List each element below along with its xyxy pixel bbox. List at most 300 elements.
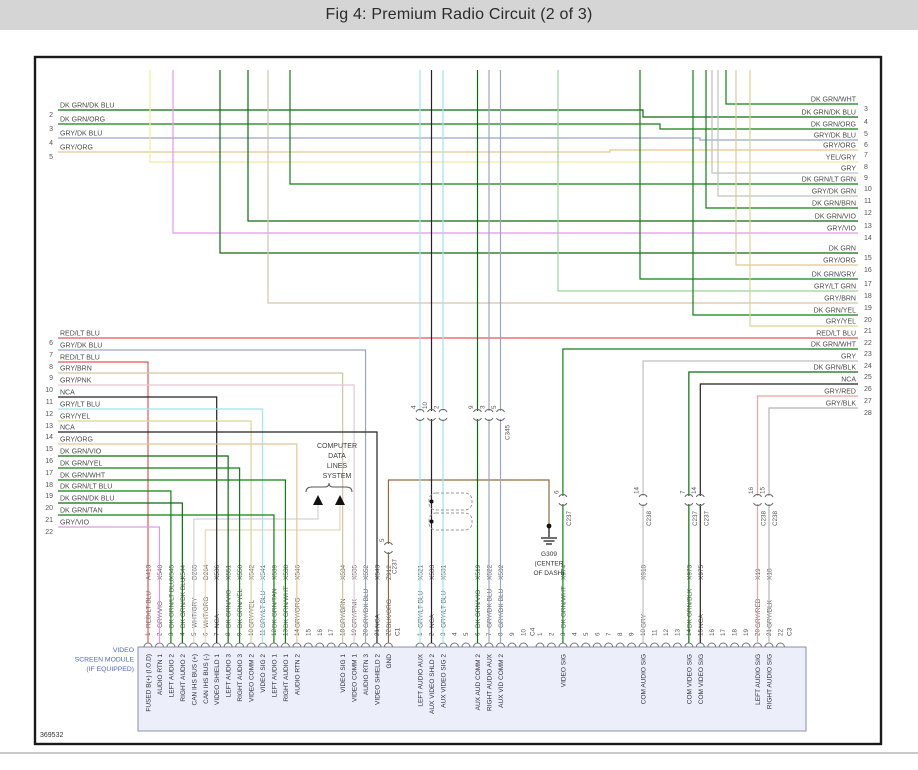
inline-connector-label: C237 (691, 510, 699, 526)
crossing-gap (698, 496, 702, 504)
pin-number: 7 (605, 632, 613, 636)
pin-number: 13 (282, 628, 290, 636)
right-exit-number: 7 (864, 152, 868, 159)
pin-number: 21 (374, 628, 381, 636)
pin-function-label: CAN IHS BUS (-) (202, 654, 210, 704)
left-exit-wire-label: DK GRN/WHT (60, 472, 106, 480)
pin-arc (155, 643, 163, 647)
module-name: SCREEN MODULE (74, 656, 134, 664)
pin-arc (236, 643, 244, 647)
left-exit-number: 2 (49, 112, 53, 119)
shield-loop (429, 513, 472, 530)
inline-pin-number: 5 (378, 538, 386, 542)
circuit-id-label: X544 (179, 564, 187, 580)
pin-arc (304, 643, 312, 647)
right-exit-wire-label: DK GRN/VIO (814, 213, 856, 221)
circuit-id-label: X540 (156, 564, 164, 580)
pin-number: 6 (202, 632, 210, 636)
left-exit-number: 7 (49, 352, 53, 359)
pin-arc (662, 643, 670, 647)
pin-number: 22 (777, 628, 785, 636)
right-exit-wire-label: GRY (840, 353, 856, 361)
pin-arc (428, 643, 436, 647)
right-exit-wire-label: GRY/YEL (825, 318, 856, 326)
right-exit-number: 9 (864, 175, 868, 182)
pin-function-label: RIGHT AUDIO SIG (766, 654, 774, 710)
wire-from-top (248, 70, 858, 221)
pin-number: 17 (720, 628, 728, 636)
pin-number: 12 (662, 628, 670, 636)
pin-arc (673, 643, 681, 647)
pin-function-label: FUSED B(+) (I.O.D) (145, 654, 153, 712)
inline-pin-number: 14 (633, 486, 641, 494)
pin-function-label: COM AUDIO SIG (640, 654, 648, 705)
left-exit-wire-label: NCA (60, 424, 75, 432)
pin-arc (190, 643, 198, 647)
circuit-id-label: X522 (486, 564, 494, 580)
right-exit-number: 26 (864, 386, 872, 393)
right-exit-number: 19 (864, 305, 872, 312)
crossing-gap (687, 496, 691, 504)
left-exit-number: 21 (45, 517, 53, 524)
left-exit-number: 6 (49, 340, 53, 347)
circuit-id-label: X533 (429, 564, 436, 580)
pin-number: 18 (731, 628, 739, 636)
circuit-id-label: X531 (440, 564, 448, 580)
right-exit-number: 20 (864, 317, 872, 324)
crossing-gap (561, 496, 565, 504)
right-exit-number: 22 (864, 340, 872, 347)
pin-number: 2 (548, 632, 556, 636)
pin-number: 3 (440, 632, 447, 636)
left-exit-wire-label: DK GRN/ORG (60, 116, 106, 124)
pin-function-label: VIDEO COMM 1 (351, 654, 359, 703)
wire-color-label: GRY/VIO (156, 601, 164, 628)
wire-from-top (290, 70, 858, 184)
pin-number: 11 (259, 629, 267, 636)
circuit-id-label: X18 (766, 568, 774, 580)
pin-number: 21 (766, 628, 773, 636)
wire-color-label: RED/LT BLU (145, 591, 153, 628)
pin-function-label: LEFT AUDIO SIG (755, 654, 763, 705)
circuit-id-label: X973 (686, 564, 694, 580)
right-exit-wire-label: DK GRN/BLK (813, 364, 856, 372)
computer-data-lines-label: SYSTEM (322, 473, 352, 480)
pin-function-label: VIDEO SIG 2 (260, 654, 267, 693)
right-exit-wire-label: GRY/VIO (826, 225, 856, 233)
left-exit-number: 17 (45, 470, 53, 477)
wire-to-right-exit (766, 408, 858, 643)
wire-color-label: GRY/YEL (248, 599, 256, 628)
pin-number: 20 (754, 628, 762, 636)
pin-number: 22 (385, 628, 393, 636)
left-exit-wire-label: DK GRN/DK BLU (60, 495, 115, 503)
right-exit-number: 4 (864, 119, 868, 126)
circuit-id-label: D265 (191, 564, 199, 580)
right-exit-number: 11 (864, 198, 872, 205)
left-exit-number: 20 (45, 505, 53, 512)
pin-arc (754, 643, 762, 647)
circuit-id-label: D264 (202, 564, 210, 580)
pin-arc (201, 643, 209, 647)
wire-color-label: DK GRN/VIO (475, 589, 482, 628)
pin-number: 10 (640, 628, 648, 636)
figure-title: Fig 4: Premium Radio Circuit (2 of 3) (325, 6, 593, 23)
left-exit-wire-label: DK GRN/YEL (60, 460, 103, 468)
shield-loop (429, 493, 472, 510)
pin-arc (224, 643, 232, 647)
inline-pin-number: 16 (748, 486, 756, 494)
pin-arc (639, 643, 647, 647)
pin-number: 14 (293, 628, 301, 636)
circuit-id-label: X552 (363, 564, 371, 580)
circuit-id-label: X918 (640, 564, 648, 580)
pin-number: 3 (559, 632, 567, 636)
right-exit-number: 18 (864, 293, 872, 300)
pin-number: 9 (509, 632, 516, 636)
left-exit-number: 18 (45, 482, 53, 489)
circuit-id-label: X539 (271, 564, 279, 580)
pin-arc (485, 643, 493, 647)
crossing-gap (767, 496, 771, 504)
left-exit-wire-label: RED/LT BLU (60, 330, 100, 338)
pin-number: 19 (351, 628, 359, 636)
crossing-gap (756, 496, 760, 504)
wire-from-top (150, 70, 858, 162)
pin-function-label: VIDEO SIG (560, 654, 568, 688)
pin-function-label: VIDEO SHIELD 1 (214, 654, 222, 705)
pin-arc (582, 643, 590, 647)
pin-number: 8 (497, 632, 505, 636)
pin-function-label: AUX AUD COMM 2 (475, 654, 482, 711)
left-exit-wire-label: DK GRN/VIO (60, 448, 102, 456)
wire-color-label: GRY/RED (755, 598, 763, 628)
pin-arc (547, 643, 555, 647)
right-exit-number: 3 (864, 106, 868, 113)
crossing-gap (476, 411, 480, 419)
pin-number: 10 (520, 628, 528, 636)
left-exit-wire-label: GRY/ORG (60, 144, 93, 152)
wire-color-label: NCA (214, 614, 222, 628)
pin-arc (776, 643, 784, 647)
pin-number: 16 (708, 628, 716, 636)
pin-function-label: VIDEO SHIELD 2 (374, 654, 382, 705)
inline-connector-label: C238 (646, 510, 654, 526)
right-exit-number: 21 (864, 328, 872, 335)
pin-function-label: LEFT AUDIO 3 (225, 654, 233, 698)
right-exit-wire-label: GRY/ORG (823, 257, 856, 265)
inline-connector-label: C237 (703, 510, 711, 526)
left-exit-number: 19 (45, 493, 53, 500)
pin-arc (508, 643, 516, 647)
circuit-id-label: X543 (374, 564, 382, 580)
ground-label: OF DASH) (533, 570, 565, 577)
left-exit-number: 12 (45, 411, 53, 418)
circuit-id-label: X535 (351, 564, 359, 580)
ground-label: (CENTER (534, 560, 564, 568)
left-exit-number: 9 (49, 375, 53, 382)
pin-number: 1 (537, 632, 544, 636)
connector-label: C4 (529, 627, 537, 636)
wire-color-label: GRY/DK BLU (498, 588, 505, 628)
wire-to-right-exit (563, 349, 858, 643)
left-exit-wire-label: GRY/PNK (60, 377, 92, 385)
pin-function-label: VIDEO SIG 1 (340, 654, 348, 693)
circuit-id-label: X521 (417, 564, 425, 580)
circuit-id-label: X546 (294, 564, 302, 580)
right-exit-number: 17 (864, 281, 872, 288)
pin-arc (350, 643, 358, 647)
right-exit-wire-label: DK GRN/ORG (810, 121, 856, 129)
wire-color-label: DK GRN/LT BLU (168, 579, 176, 628)
right-exit-number: 6 (864, 142, 868, 149)
left-exit-number: 3 (49, 126, 53, 133)
left-exit-number: 10 (45, 387, 53, 394)
wire-color-label: DK GRN/WHT (282, 586, 290, 628)
crossing-gap (441, 411, 445, 419)
inline-connector-label: C237 (391, 558, 399, 574)
pin-function-label: CAN IHS BUS (+) (191, 654, 199, 706)
right-exit-number: 23 (864, 351, 872, 358)
pin-arc (593, 643, 601, 647)
circuit-id-label: X975 (697, 564, 705, 580)
left-exit-number: 5 (49, 154, 53, 161)
inline-pin-number: 6 (553, 490, 561, 494)
wire-color-label: DK GRN/VIO (225, 589, 233, 628)
pin-arc (373, 643, 381, 647)
inline-connector-label: C238 (772, 510, 779, 526)
brace (306, 483, 352, 492)
pin-number: 5 (463, 632, 470, 636)
pin-arc (685, 643, 693, 647)
wire-color-label: DK GRN/DK BLU (179, 577, 187, 628)
right-exit-number: 16 (864, 267, 872, 274)
circuit-id-label: X519 (475, 564, 482, 580)
circuit-id-label: X536 (214, 564, 222, 580)
pin-arc (605, 643, 613, 647)
pin-number: 1 (417, 632, 424, 636)
circuit-id-label: X550 (237, 564, 245, 580)
wire-color-label: GRY/DK BLU (486, 588, 494, 628)
left-exit-wire-label: DK GRN/DK BLU (60, 102, 115, 110)
connector-label: C3 (786, 627, 794, 636)
pin-arc (316, 643, 324, 647)
pin-function-label: COM VIDEO SIG (686, 654, 694, 705)
pin-number: 8 (617, 632, 625, 636)
pin-number: 5 (190, 632, 198, 636)
wire-color-label: GRY/ORG (294, 597, 302, 628)
wire-color-label: BLK/ORG (385, 599, 393, 628)
pin-arc (497, 643, 505, 647)
pin-arc (259, 643, 267, 647)
left-exit-wire-label: GRY/YEL (60, 413, 91, 421)
inline-connector-label: C237 (565, 510, 573, 526)
inline-pin-number: 2 (433, 405, 441, 409)
left-exit-number: 16 (45, 458, 53, 465)
wire-color-label: DK GRN/TAN (271, 588, 279, 628)
data-bus-arrow-icon (313, 495, 323, 505)
circuit-id-label: X551 (225, 564, 233, 580)
pin-arc (628, 643, 636, 647)
pin-number: 6 (594, 632, 602, 636)
pin-number: 4 (571, 632, 579, 636)
inline-pin-number: 9 (468, 405, 475, 409)
wire-color-label: GRY/LT BLU (260, 590, 267, 628)
left-exit-number: 14 (45, 434, 53, 441)
circuit-id-label: X542 (248, 564, 256, 580)
wire-color-label: NCA (429, 614, 436, 628)
pin-arc (474, 643, 482, 647)
pin-function-label: AUDIO RTN 2 (294, 654, 302, 696)
circuit-id-label: X538 (282, 564, 290, 580)
right-exit-wire-label: DK GRN/BRN (812, 200, 856, 208)
right-exit-wire-label: GRY/RED (824, 388, 856, 396)
pin-arc (293, 643, 301, 647)
pin-number: 8 (225, 632, 233, 636)
right-exit-wire-label: GRY/ORG (823, 142, 856, 150)
wire-color-label: GRY/LT BLU (417, 590, 425, 628)
pin-arc (536, 643, 544, 647)
inline-pin-number: 3 (479, 405, 487, 409)
computer-data-lines-label: DATA (328, 453, 346, 460)
left-exit-number: 22 (45, 529, 53, 536)
pin-number: 13 (674, 628, 682, 636)
pin-arc (559, 643, 567, 647)
pin-function-label: LEFT AUDIO 1 (271, 654, 279, 698)
right-exit-number: 12 (864, 210, 872, 217)
left-exit-number: 15 (45, 446, 53, 453)
pin-number: 14 (685, 628, 693, 636)
wire-color-label: GRY/BRN (340, 598, 348, 628)
right-exit-number: 28 (864, 410, 872, 417)
pin-arc (616, 643, 624, 647)
wire-to-right-exit (697, 384, 858, 643)
wire-color-label: GRY/BLK (766, 599, 774, 628)
pin-number: 2 (428, 632, 436, 636)
inline-pin-number: 14 (690, 486, 698, 494)
pin-arc (651, 643, 659, 647)
pin-function-label: AUX VIDEO SHLD 2 (429, 654, 436, 714)
pin-function-label: VIDEO COMM 2 (248, 654, 256, 703)
wire-color-label: GRY/DK BLU (363, 588, 371, 628)
pin-number: 18 (339, 628, 347, 636)
pin-function-label: AUX VIDEO SIG 2 (440, 654, 448, 708)
wire-pass-through (58, 150, 858, 152)
left-exit-wire-label: GRY/ORG (60, 436, 93, 444)
right-exit-wire-label: DK GRN/WHT (810, 341, 856, 349)
pin-arc (416, 643, 424, 647)
left-exit-wire-label: GRY/BRN (60, 365, 92, 373)
right-exit-wire-label: GRY/LT GRN (813, 283, 856, 291)
pin-arc (281, 643, 289, 647)
circuit-id-label: A413 (145, 564, 153, 580)
figure-code: 369532 (40, 732, 64, 739)
wire-color-label: WHT/ORG (202, 596, 210, 628)
wire-pass-through (58, 110, 858, 117)
pin-arc (339, 643, 347, 647)
pin-function-label: LEFT AUDIO AUX (417, 654, 425, 707)
circuit-id-label: X534 (340, 564, 348, 580)
wire-color-label: GRY (640, 614, 648, 628)
inline-connector-label: C238 (760, 510, 768, 526)
wire-to-left-exit (58, 527, 159, 643)
circuit-id-label: X19 (755, 568, 763, 580)
computer-data-lines-label: COMPUTER (316, 443, 358, 450)
left-exit-wire-label: DK GRN/TAN (60, 507, 103, 515)
wire-color-label: NCA (697, 614, 705, 628)
right-exit-wire-label: DK GRN (828, 245, 856, 253)
pin-number: 6 (474, 632, 482, 636)
left-exit-wire-label: GRY/LT BLU (60, 401, 101, 409)
left-exit-wire-label: DK GRN/LT BLU (60, 483, 113, 491)
pin-arc (362, 643, 370, 647)
pin-number: 4 (179, 632, 187, 636)
right-exit-wire-label: DK GRN/LT GRN (801, 176, 856, 184)
left-exit-wire-label: GRY/VIO (60, 519, 90, 527)
crossing-gap (487, 411, 491, 419)
wire-color-label: WHT/GRY (191, 597, 199, 628)
ground-label: G309 (541, 551, 557, 558)
pin-number: 12 (270, 628, 278, 636)
junction-dot (430, 520, 434, 524)
pin-number: 16 (316, 628, 324, 636)
right-exit-number: 14 (864, 235, 872, 242)
pin-number: 4 (451, 632, 459, 636)
inline-connector-label: C345 (504, 424, 512, 440)
junction-dot (430, 500, 434, 504)
left-exit-wire-label: NCA (60, 389, 75, 397)
pin-function-label: RIGHT AUDIO 3 (237, 654, 245, 702)
crossing-gap (386, 544, 390, 552)
inline-pin-number: 7 (679, 490, 687, 494)
pin-arc (213, 643, 221, 647)
right-exit-number: 13 (864, 223, 872, 230)
pin-arc (520, 643, 528, 647)
wire-to-ground (385, 480, 549, 643)
crossing-gap (430, 411, 434, 419)
right-exit-wire-label: DK GRN/GRY (811, 271, 856, 279)
pin-function-label: RIGHT AUDIO 1 (282, 654, 290, 702)
pin-arc (719, 643, 727, 647)
right-exit-wire-label: GRY (840, 165, 856, 173)
wire-color-label: DK GRN/WHT (560, 586, 568, 628)
pin-number: 7 (213, 632, 221, 636)
wire-pass-through (58, 138, 858, 140)
left-exit-wire-label: RED/LT BLU (60, 354, 100, 362)
pin-number: 11 (651, 629, 659, 636)
pin-arc (439, 643, 447, 647)
pin-number: 9 (628, 632, 636, 636)
wire-color-label: DK GRN/YEL (237, 588, 245, 628)
inline-pin-number: 15 (759, 486, 767, 494)
crossing-gap (499, 411, 503, 419)
ground-dot (547, 524, 552, 529)
right-exit-number: 27 (864, 398, 872, 405)
pin-number: 19 (743, 628, 751, 636)
data-bus-arrow-icon (335, 495, 345, 505)
pin-number: 3 (167, 632, 175, 636)
left-exit-number: 13 (45, 423, 53, 430)
module-name: (IF EQUIPPED) (86, 666, 134, 673)
pin-arc (731, 643, 739, 647)
circuit-id-label: Z912 (385, 565, 393, 580)
pin-arc (178, 643, 186, 647)
right-exit-wire-label: GRY/BRN (824, 295, 856, 303)
right-exit-wire-label: YEL/GRY (825, 154, 856, 162)
pin-function-label: AUX VID COMM 2 (498, 654, 505, 708)
pin-arc (451, 643, 459, 647)
right-exit-number: 10 (864, 186, 872, 193)
